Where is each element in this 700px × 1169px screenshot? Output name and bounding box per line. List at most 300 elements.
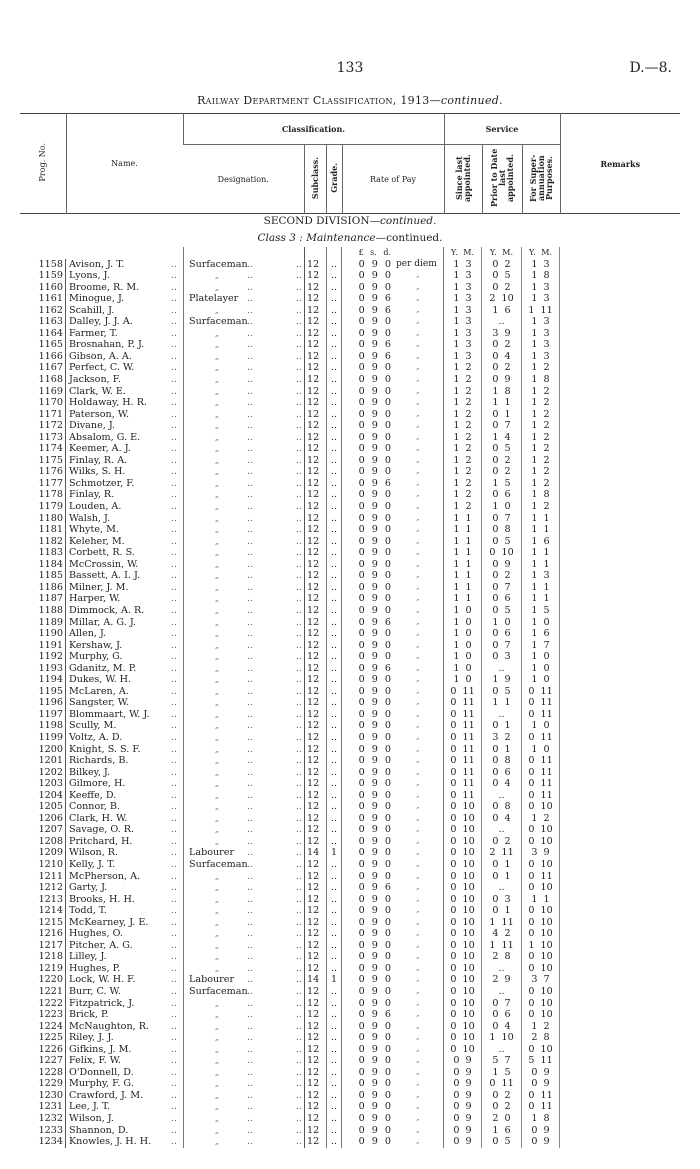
ditto-mark: „	[214, 663, 220, 673]
rate-unit-cell: „	[394, 894, 444, 906]
rate-of-pay-cell: 0 9 0	[358, 824, 391, 836]
prior-to-date-cell: 1 11	[482, 940, 522, 952]
table-row	[20, 409, 680, 421]
ditto-mark: „	[214, 756, 220, 766]
ditto-mark: „	[214, 559, 220, 569]
since-last-appointed-cell: 0 10	[444, 998, 482, 1010]
ditto-mark: „	[214, 455, 220, 465]
grade-cell: ..	[326, 339, 342, 351]
since-last-appointed-cell: 0 11	[444, 697, 482, 709]
header-prior-to-date: Prior to Date last appointed.	[489, 148, 515, 208]
designation-cell	[183, 1090, 304, 1102]
name-cell: McKearney, J. E. ..	[66, 917, 183, 929]
since-last-appointed-cell: 1 2	[444, 432, 482, 444]
name-cell: Louden, A. ..	[66, 501, 183, 513]
for-superannuation-cell: 0 11	[522, 732, 560, 744]
since-last-appointed-cell: 0 9	[444, 1055, 482, 1067]
ditto-mark: „	[214, 813, 220, 823]
ditto-mark: „	[214, 640, 220, 650]
prior-to-date-cell: ..	[482, 963, 522, 975]
name-cell: Wilson, R. ..	[66, 847, 183, 859]
designation-cell	[183, 524, 304, 536]
prog-no-cell: 1225	[20, 1032, 66, 1044]
grade-cell: ..	[326, 420, 342, 432]
rate-unit-cell: „	[394, 305, 444, 317]
prior-to-date-cell: 0 2	[482, 570, 522, 582]
name-cell: Brosnahan, P. J. ..	[66, 339, 183, 351]
table-row	[20, 466, 680, 478]
ditto-mark: „	[214, 883, 220, 893]
rate-of-pay-cell: 0 9 0	[358, 789, 391, 801]
since-last-appointed-cell: 1 1	[444, 547, 482, 559]
since-last-appointed-cell: 1 2	[444, 466, 482, 478]
classification-table	[20, 247, 680, 1148]
table-row	[20, 582, 680, 594]
subclass-cell: 12	[304, 409, 326, 421]
subclass-cell: 12	[304, 790, 326, 802]
subclass-cell: 12	[304, 778, 326, 790]
for-superannuation-cell: 1 0	[522, 663, 560, 675]
name-cell: Harper, W. ..	[66, 593, 183, 605]
subclass-cell: 12	[304, 282, 326, 294]
since-last-appointed-cell: 0 11	[444, 720, 482, 732]
ditto-mark: „	[214, 548, 220, 558]
subclass-cell: 12	[304, 744, 326, 756]
table-row	[20, 1125, 680, 1137]
for-superannuation-cell: 1 1	[522, 894, 560, 906]
prior-to-date-cell: 0 7	[482, 640, 522, 652]
grade-cell: ..	[326, 824, 342, 836]
rate-unit-cell: „	[394, 489, 444, 501]
rate-of-pay-cell: 0 9 0	[358, 362, 391, 374]
since-last-appointed-cell: 0 10	[444, 1044, 482, 1056]
for-superannuation-cell: 0 10	[522, 905, 560, 917]
prior-to-date-cell: ..	[482, 1044, 522, 1056]
table-row	[20, 351, 680, 363]
prog-no-cell: 1172	[20, 420, 66, 432]
currency-units: £ s. d.	[358, 248, 391, 257]
name-cell: Broome, R. M. ..	[66, 282, 183, 294]
since-last-appointed-cell: 1 1	[444, 559, 482, 571]
table-row	[20, 628, 680, 640]
ditto-mark: „	[214, 917, 220, 927]
designation-cell: Surfaceman ..	[183, 259, 304, 271]
designation-cell	[183, 663, 304, 675]
rate-unit-cell: „	[394, 443, 444, 455]
subclass-cell: 12	[304, 443, 326, 455]
grade-cell: ..	[326, 443, 342, 455]
prior-to-date-cell: 1 0	[482, 501, 522, 513]
prog-no-cell: 1187	[20, 593, 66, 605]
name-cell: Kershaw, J. ..	[66, 640, 183, 652]
for-superannuation-cell: 1 2	[522, 466, 560, 478]
grade-cell: ..	[326, 778, 342, 790]
since-last-appointed-cell: 1 2	[444, 501, 482, 513]
rate-unit-cell: „	[394, 559, 444, 571]
prior-to-date-cell: 0 5	[482, 686, 522, 698]
name-cell: Finlay, R. A. ..	[66, 455, 183, 467]
prog-no-cell: 1211	[20, 871, 66, 883]
designation-cell	[183, 536, 304, 548]
prog-no-cell: 1231	[20, 1101, 66, 1113]
rate-unit-cell: „	[394, 801, 444, 813]
for-superannuation-cell: 1 3	[522, 328, 560, 340]
grade-cell: ..	[326, 409, 342, 421]
rate-of-pay-cell: 0 9 0	[358, 847, 391, 859]
subclass-cell: 12	[304, 732, 326, 744]
table-row	[20, 305, 680, 317]
name-cell: Walsh, J. ..	[66, 513, 183, 525]
subclass-cell: 12	[304, 801, 326, 813]
rate-of-pay-cell: 0 9 0	[358, 570, 391, 582]
rate-of-pay-cell: 0 9 0	[358, 1020, 391, 1032]
table-row	[20, 974, 680, 986]
rate-of-pay-cell: 0 9 0	[358, 778, 391, 790]
designation-cell	[183, 386, 304, 398]
grade-cell: ..	[326, 397, 342, 409]
designation-cell	[183, 882, 304, 894]
since-last-appointed-cell: 1 3	[444, 305, 482, 317]
ditto-mark: „	[214, 386, 220, 396]
since-last-appointed-cell: 1 1	[444, 593, 482, 605]
subclass-cell: 14	[304, 974, 326, 986]
for-superannuation-cell: 3 7	[522, 974, 560, 986]
designation-cell	[183, 1044, 304, 1056]
prog-no-cell: 1215	[20, 917, 66, 929]
rate-unit-cell: „	[394, 905, 444, 917]
designation-cell	[183, 836, 304, 848]
table-row	[20, 593, 680, 605]
table-row	[20, 443, 680, 455]
table-row	[20, 478, 680, 490]
ym-units: Y. M.	[522, 247, 560, 259]
for-superannuation-cell: 1 3	[522, 293, 560, 305]
rate-unit-cell: „	[394, 605, 444, 617]
designation-cell	[183, 455, 304, 467]
table-row	[20, 986, 680, 998]
header-for-super: For Super-annuation Purposes.	[528, 154, 555, 202]
ditto-mark: „	[214, 351, 220, 361]
designation-cell	[183, 1032, 304, 1044]
table-header	[20, 113, 680, 214]
prog-no-cell: 1230	[20, 1090, 66, 1102]
prog-no-cell: 1164	[20, 328, 66, 340]
name-cell: Gilmore, H. ..	[66, 778, 183, 790]
name-cell: Fitzpatrick, J. ..	[66, 998, 183, 1010]
prior-to-date-cell: 4 2	[482, 928, 522, 940]
rate-of-pay-cell: 0 9 0	[358, 639, 391, 651]
ditto-mark: „	[214, 513, 220, 523]
prior-to-date-cell: ..	[482, 986, 522, 998]
table-row	[20, 951, 680, 963]
prog-no-cell: 1188	[20, 605, 66, 617]
rate-of-pay-cell: 0 9 0	[358, 628, 391, 640]
ditto-mark: „	[214, 582, 220, 592]
ditto-mark: „	[214, 536, 220, 546]
designation-cell	[183, 432, 304, 444]
rate-unit-cell: „	[394, 790, 444, 802]
ditto-mark: „	[214, 617, 220, 627]
for-superannuation-cell: 1 2	[522, 409, 560, 421]
prior-to-date-cell: 0 1	[482, 409, 522, 421]
subclass-cell: 12	[304, 709, 326, 721]
grade-cell: ..	[326, 905, 342, 917]
ditto-mark: „	[214, 502, 220, 512]
designation-cell: Surfaceman ..	[183, 316, 304, 328]
name-cell: Burr, C. W. ..	[66, 986, 183, 998]
table-row	[20, 801, 680, 813]
prog-no-cell: 1196	[20, 697, 66, 709]
rate-unit-cell: „	[394, 871, 444, 883]
table-row	[20, 720, 680, 732]
designation-cell	[183, 351, 304, 363]
ditto-mark: „	[214, 894, 220, 904]
prog-no-cell: 1181	[20, 524, 66, 536]
for-superannuation-cell: 1 8	[522, 374, 560, 386]
rate-of-pay-cell: 0 9 0	[358, 731, 391, 743]
rate-of-pay-cell: 0 9 6	[358, 662, 391, 674]
prior-to-date-cell: 0 2	[482, 362, 522, 374]
header-since-last: Since last appointed.	[454, 154, 472, 202]
for-superannuation-cell: 1 3	[522, 259, 560, 271]
grade-cell: ..	[326, 709, 342, 721]
rate-unit-cell: „	[394, 767, 444, 779]
header-service: Service	[444, 114, 560, 145]
since-last-appointed-cell: 1 1	[444, 536, 482, 548]
division-suffix: —continued.	[369, 215, 437, 227]
for-superannuation-cell: 0 9	[522, 1067, 560, 1079]
prog-no-cell: 1213	[20, 894, 66, 906]
rate-of-pay-cell: 0 9 0	[358, 501, 391, 513]
rate-unit-cell: „	[394, 859, 444, 871]
designation-cell	[183, 328, 304, 340]
name-cell: McLaren, A. ..	[66, 686, 183, 698]
ditto-mark: „	[214, 328, 220, 338]
table-row	[20, 386, 680, 398]
name-cell: Minogue, J. ..	[66, 293, 183, 305]
name-cell: Scahill, J. ..	[66, 305, 183, 317]
designation-cell	[183, 871, 304, 883]
rate-of-pay-cell: 0 9 0	[358, 916, 391, 928]
designation-cell	[183, 674, 304, 686]
prior-to-date-cell: 0 8	[482, 801, 522, 813]
name-cell: O'Donnell, D. ..	[66, 1067, 183, 1079]
subclass-cell: 12	[304, 328, 326, 340]
rate-unit-cell: „	[394, 386, 444, 398]
designation-cell	[183, 1078, 304, 1090]
name-cell: Brooks, H. H. ..	[66, 894, 183, 906]
grade-cell: ..	[326, 1032, 342, 1044]
subclass-cell: 12	[304, 420, 326, 432]
for-superannuation-cell: 1 5	[522, 605, 560, 617]
rate-unit-cell: „	[394, 640, 444, 652]
grade-cell: ..	[326, 1009, 342, 1021]
table-row	[20, 940, 680, 952]
rate-unit-cell: „	[394, 432, 444, 444]
rate-of-pay-cell: 0 9 0	[358, 524, 391, 536]
prog-no-cell: 1198	[20, 720, 66, 732]
grade-cell: ..	[326, 813, 342, 825]
prior-to-date-cell: 0 5	[482, 536, 522, 548]
header-subclass: Subclass.	[310, 156, 320, 200]
ditto-mark: „	[214, 605, 220, 615]
ditto-mark: „	[214, 1137, 220, 1147]
prior-to-date-cell: 1 5	[482, 478, 522, 490]
designation-cell	[183, 1101, 304, 1113]
since-last-appointed-cell: 0 11	[444, 709, 482, 721]
table-row	[20, 767, 680, 779]
since-last-appointed-cell: 1 0	[444, 605, 482, 617]
table-row	[20, 617, 680, 629]
name-cell: Riley, J. J. ..	[66, 1032, 183, 1044]
rate-unit-cell: „	[394, 1021, 444, 1033]
for-superannuation-cell: 0 11	[522, 686, 560, 698]
prog-no-cell: 1176	[20, 466, 66, 478]
name-cell: Clark, H. W. ..	[66, 813, 183, 825]
rate-unit-cell: „	[394, 686, 444, 698]
prior-to-date-cell: 0 7	[482, 513, 522, 525]
since-last-appointed-cell: 0 10	[444, 940, 482, 952]
rate-of-pay-cell: 0 9 0	[358, 858, 391, 870]
designation-cell	[183, 559, 304, 571]
prog-no-cell: 1212	[20, 882, 66, 894]
ditto-mark: „	[214, 1090, 220, 1100]
prog-no-cell: 1210	[20, 859, 66, 871]
for-superannuation-cell: 0 10	[522, 801, 560, 813]
name-cell: Crawford, J. M. ..	[66, 1090, 183, 1102]
table-row	[20, 420, 680, 432]
prog-no-cell: 1218	[20, 951, 66, 963]
grade-cell: ..	[326, 767, 342, 779]
prog-no-cell: 1208	[20, 836, 66, 848]
prog-no-cell: 1177	[20, 478, 66, 490]
name-cell: McCrossin, W. ..	[66, 559, 183, 571]
grade-cell: ..	[326, 871, 342, 883]
rate-unit-cell: „	[394, 593, 444, 605]
table-row	[20, 316, 680, 328]
grade-cell: ..	[326, 732, 342, 744]
name-cell: Avison, J. T. ..	[66, 259, 183, 271]
rate-unit-cell: „	[394, 882, 444, 894]
ditto-mark: „	[214, 629, 220, 639]
prog-no-cell: 1214	[20, 905, 66, 917]
rate-unit-cell: „	[394, 697, 444, 709]
rate-unit-cell: „	[394, 339, 444, 351]
subclass-cell: 12	[304, 697, 326, 709]
ditto-mark: „	[214, 952, 220, 962]
rate-unit-cell: „	[394, 328, 444, 340]
designation-cell: Labourer ..	[183, 847, 304, 859]
table-row	[20, 1078, 680, 1090]
prog-no-cell: 1191	[20, 640, 66, 652]
prior-to-date-cell: 5 7	[482, 1055, 522, 1067]
since-last-appointed-cell: 0 11	[444, 790, 482, 802]
header-grade: Grade.	[329, 163, 339, 193]
prior-to-date-cell: 0 4	[482, 813, 522, 825]
grade-cell: ..	[326, 513, 342, 525]
grade-cell: ..	[326, 605, 342, 617]
prior-to-date-cell: 0 2	[482, 282, 522, 294]
rate-of-pay-cell: 0 9 0	[358, 443, 391, 455]
name-cell: Keleher, M. ..	[66, 536, 183, 548]
ditto-mark: „	[214, 929, 220, 939]
subclass-cell: 12	[304, 1044, 326, 1056]
prog-no-cell: 1219	[20, 963, 66, 975]
name-cell: Keeffe, D. ..	[66, 790, 183, 802]
rate-of-pay-cell: 0 9 0	[358, 512, 391, 524]
table-row	[20, 651, 680, 663]
table-row	[20, 432, 680, 444]
since-last-appointed-cell: 0 11	[444, 767, 482, 779]
subclass-cell: 12	[304, 605, 326, 617]
for-superannuation-cell: 0 11	[522, 755, 560, 767]
name-cell: Felix, F. W. ..	[66, 1055, 183, 1067]
name-cell: Schmotzer, F. ..	[66, 478, 183, 490]
subclass-cell: 12	[304, 582, 326, 594]
table-row	[20, 732, 680, 744]
prog-no-cell: 1189	[20, 617, 66, 629]
subclass-cell: 12	[304, 1021, 326, 1033]
prog-no-cell: 1195	[20, 686, 66, 698]
prior-to-date-cell: 0 6	[482, 1009, 522, 1021]
rate-of-pay-cell: 0 9 0	[358, 535, 391, 547]
prior-to-date-cell: 0 1	[482, 744, 522, 756]
name-cell: Bassett, A. I. J. ..	[66, 570, 183, 582]
prog-no-cell: 1185	[20, 570, 66, 582]
grade-cell: ..	[326, 582, 342, 594]
ditto-mark: „	[214, 721, 220, 731]
designation-cell	[183, 651, 304, 663]
table-row	[20, 928, 680, 940]
ditto-mark: „	[214, 525, 220, 535]
name-cell: Brick, P. ..	[66, 1009, 183, 1021]
for-superannuation-cell: 1 8	[522, 270, 560, 282]
rate-of-pay-cell: 0 9 0	[358, 870, 391, 882]
grade-cell: 1	[326, 974, 342, 986]
rate-of-pay-cell: 0 9 0	[358, 604, 391, 616]
rate-unit-cell: „	[394, 1009, 444, 1021]
subclass-cell: 12	[304, 293, 326, 305]
grade-cell: ..	[326, 536, 342, 548]
for-superannuation-cell: 0 10	[522, 917, 560, 929]
ditto-mark: „	[214, 490, 220, 500]
since-last-appointed-cell: 1 1	[444, 513, 482, 525]
prog-no-cell: 1171	[20, 409, 66, 421]
prog-no-cell: 1168	[20, 374, 66, 386]
since-last-appointed-cell: 1 0	[444, 674, 482, 686]
rate-unit-cell: „	[394, 547, 444, 559]
rate-unit-cell: „	[394, 513, 444, 525]
designation-cell	[183, 894, 304, 906]
prior-to-date-cell: 0 5	[482, 443, 522, 455]
designation-cell	[183, 282, 304, 294]
for-superannuation-cell: 1 2	[522, 362, 560, 374]
prog-no-cell: 1158	[20, 259, 66, 271]
header-prog-no: Prog. No.	[37, 143, 47, 182]
prog-no-cell: 1190	[20, 628, 66, 640]
table-row	[20, 270, 680, 282]
prior-to-date-cell: 0 2	[482, 455, 522, 467]
prior-to-date-cell: 0 7	[482, 420, 522, 432]
for-superannuation-cell: 1 1	[522, 524, 560, 536]
subclass-cell: 12	[304, 640, 326, 652]
rate-unit-cell: „	[394, 836, 444, 848]
prior-to-date-cell: 3 2	[482, 732, 522, 744]
prog-no-cell: 1194	[20, 674, 66, 686]
for-superannuation-cell: 1 2	[522, 478, 560, 490]
for-superannuation-cell: 1 7	[522, 640, 560, 652]
table-row	[20, 859, 680, 871]
